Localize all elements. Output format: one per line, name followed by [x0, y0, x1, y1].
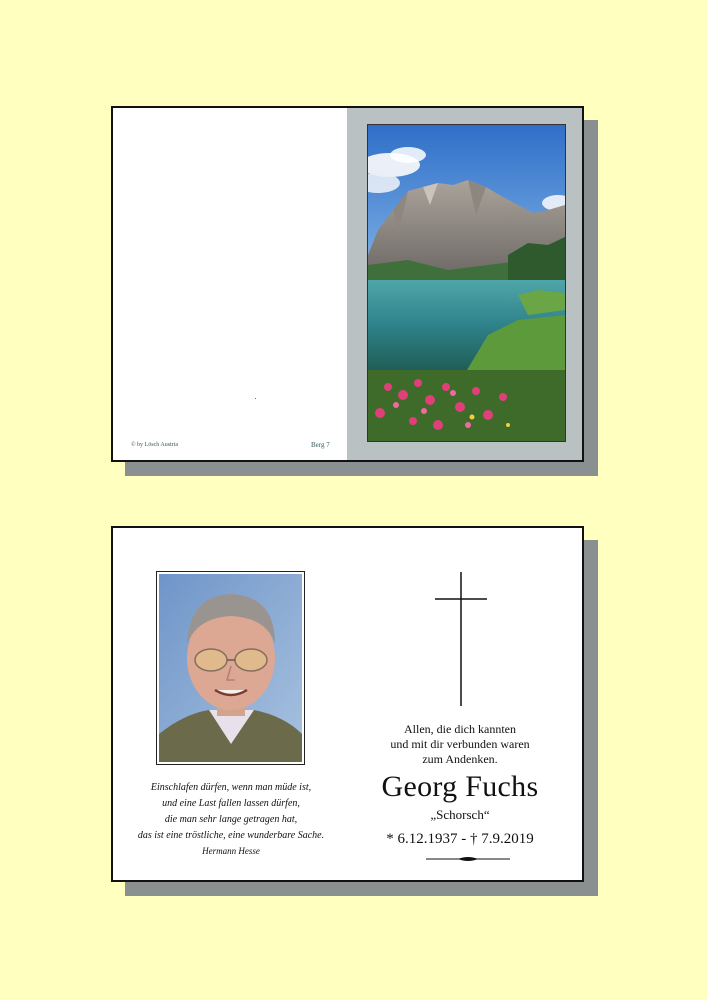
copyright-text: © by Lösch Austria [131, 442, 179, 448]
poem [113, 780, 349, 858]
remembrance-line: Allen, die dich kannten [404, 722, 516, 736]
poem-line: und eine Last fallen lassen dürfen, [162, 798, 300, 809]
poem-line: das ist eine tröstliche, eine wunderbare Sache. [137, 830, 325, 841]
poem-line: Einschlafen dürfen, wenn man müde ist, [150, 782, 312, 793]
remembrance-line: zum Andenken. [422, 752, 498, 766]
remembrance-text [349, 722, 571, 767]
back-card [111, 106, 584, 462]
remembrance-line: und mit dir verbunden waren [390, 737, 530, 751]
cross-icon [433, 572, 489, 706]
nickname: „Schorsch“ [430, 807, 490, 822]
poem-line: die man sehr lange getragen hat, [164, 814, 298, 825]
grey-fold-panel [347, 108, 582, 460]
poem-author: Hermann Hesse [202, 846, 260, 856]
deceased-name: Georg Fuchs [381, 770, 539, 803]
mountain-lake-image [367, 124, 566, 442]
design-code: Berg 7 [311, 441, 330, 449]
speck [255, 398, 256, 399]
life-dates: * 6.12.1937 - † 7.9.2019 [386, 831, 534, 847]
portrait-photo [156, 571, 305, 765]
front-card [111, 526, 584, 882]
ornament-divider [426, 855, 510, 863]
